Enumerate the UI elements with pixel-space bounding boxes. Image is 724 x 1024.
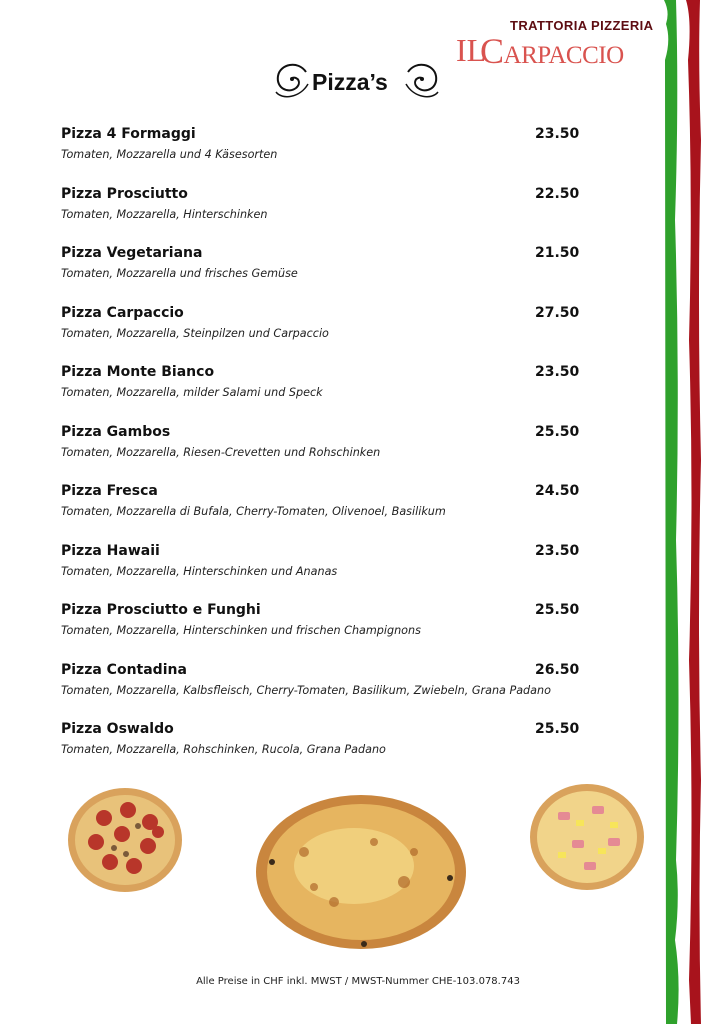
flourish-right-icon bbox=[404, 58, 442, 104]
menu-item bbox=[61, 602, 581, 662]
menu-item bbox=[61, 543, 581, 603]
item-name: Pizza 4 Formaggi bbox=[61, 126, 196, 142]
item-description: Tomaten, Mozzarella, Hinterschinken und Ananas bbox=[61, 564, 338, 578]
item-name: Pizza Hawaii bbox=[61, 542, 160, 559]
item-description: Tomaten, Mozzarella und frisches Gemüse bbox=[61, 267, 298, 280]
menu-item bbox=[61, 245, 581, 305]
item-name: Pizza Gambos bbox=[61, 423, 171, 440]
cheese-pizza-image bbox=[254, 792, 468, 952]
item-description: Tomaten, Mozzarella, Hinterschinken und frischen Champignons bbox=[61, 624, 421, 637]
item-name: Pizza Monte Bianco bbox=[61, 364, 215, 380]
item-price: 25.50 bbox=[535, 721, 580, 737]
item-name: Pizza Vegetariana bbox=[61, 245, 203, 261]
logo-name: Carpaccio bbox=[480, 31, 624, 71]
salami-pizza-image bbox=[66, 786, 184, 894]
footer-note: Alle Preise in CHF inkl. MWST / MWST-Nummer CHE-103.078.743 bbox=[196, 976, 520, 987]
item-name: Pizza Prosciutto e Funghi bbox=[61, 602, 261, 618]
logo-subtitle: TRATTORIA PIZZERIA bbox=[510, 18, 654, 33]
section-heading bbox=[272, 58, 442, 104]
restaurant-logo bbox=[456, 18, 654, 71]
item-price: 27.50 bbox=[535, 304, 580, 321]
menu-item bbox=[61, 186, 581, 246]
item-price: 23.50 bbox=[535, 126, 580, 142]
item-price: 21.50 bbox=[535, 245, 580, 261]
menu-item bbox=[61, 126, 581, 186]
item-name: Pizza Contadina bbox=[61, 661, 187, 678]
item-name: Pizza Prosciutto bbox=[61, 185, 188, 202]
menu-item bbox=[61, 424, 581, 484]
item-description: Tomaten, Mozzarella, Rohschinken, Rucola, Grana Padano bbox=[61, 743, 386, 756]
menu-item bbox=[61, 483, 581, 543]
item-name: Pizza Carpaccio bbox=[61, 304, 184, 321]
italian-flag-stripes bbox=[664, 0, 724, 1024]
flourish-left-icon bbox=[272, 58, 310, 104]
item-description: Tomaten, Mozzarella, Kalbsfleisch, Cherry-Tomaten, Basilikum, Zwiebeln, Grana Padano bbox=[61, 683, 551, 697]
item-name: Pizza Oswaldo bbox=[61, 721, 174, 737]
item-price: 22.50 bbox=[535, 185, 580, 202]
menu-item bbox=[61, 721, 581, 781]
pizza-menu-list bbox=[61, 126, 581, 781]
item-description: Tomaten, Mozzarella di Bufala, Cherry-Tomaten, Olivenoel, Basilikum bbox=[61, 505, 446, 518]
item-price: 25.50 bbox=[535, 602, 580, 618]
item-description: Tomaten, Mozzarella, Steinpilzen und Carpaccio bbox=[61, 326, 329, 340]
item-price: 25.50 bbox=[535, 423, 580, 440]
item-name: Pizza Fresca bbox=[61, 483, 158, 499]
item-price: 23.50 bbox=[535, 364, 580, 380]
item-price: 26.50 bbox=[535, 661, 580, 678]
item-price: 23.50 bbox=[535, 542, 580, 559]
item-description: Tomaten, Mozzarella, Riesen-Crevetten und Rohschinken bbox=[61, 445, 381, 459]
item-description: Tomaten, Mozzarella, Hinterschinken bbox=[61, 207, 268, 221]
logo-prefix: IL bbox=[456, 32, 487, 68]
menu-item bbox=[61, 364, 581, 424]
page-title: Pizza’s bbox=[312, 69, 388, 95]
menu-item bbox=[61, 305, 581, 365]
menu-item bbox=[61, 662, 581, 722]
hawaii-pizza-image bbox=[528, 782, 646, 892]
item-description: Tomaten, Mozzarella und 4 Käsesorten bbox=[61, 148, 278, 161]
item-description: Tomaten, Mozzarella, milder Salami und Speck bbox=[61, 386, 323, 399]
item-price: 24.50 bbox=[535, 483, 580, 499]
